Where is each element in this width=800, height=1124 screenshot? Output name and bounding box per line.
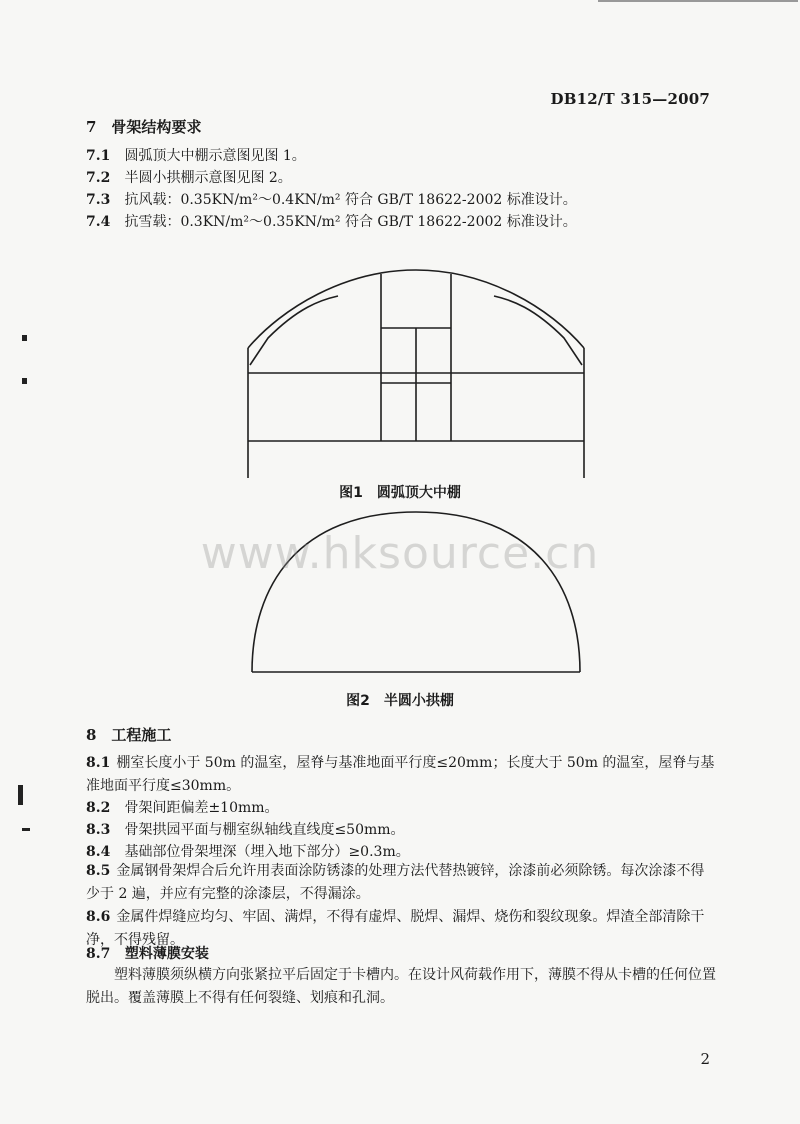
scan-artifact <box>22 828 30 831</box>
clause-number: 7.2 <box>86 170 111 186</box>
clause-8-2 <box>86 798 279 818</box>
clause-text: 半圆小拱棚示意图见图 2。 <box>124 170 292 186</box>
clause-text: 棚室长度小于 50m 的温室，屋脊与基准地面平行度≤20mm；长度大于 50m 的温室，屋脊与基准地面平行度≤30mm。 <box>86 755 715 794</box>
clause-text: 骨架拱园平面与棚室纵轴线直线度≤50mm。 <box>124 822 405 838</box>
scan-artifact <box>18 785 23 805</box>
clause-number: 8.7 <box>86 946 111 962</box>
figure-1-caption: 图1 圆弧顶大中棚 <box>339 485 461 501</box>
clause-8-7 <box>86 944 209 964</box>
scan-artifact <box>22 335 27 341</box>
clause-number: 8.5 <box>86 863 111 879</box>
figure-1-greenhouse-frame <box>248 270 584 478</box>
clause-text: 抗雪载：0.3KN/m²～0.35KN/m² 符合 GB/T 18622-2002 标准设计。 <box>124 214 577 230</box>
section-8-title: 8 工程施工 <box>86 726 172 744</box>
clause-number: 7.3 <box>86 192 111 208</box>
section-7-title: 7 骨架结构要求 <box>86 118 202 136</box>
clause-text: 基础部位骨架埋深（埋入地下部分）≥0.3m。 <box>124 844 410 860</box>
clause-number: 8.6 <box>86 909 111 925</box>
clause-number: 7.1 <box>86 148 111 164</box>
clause-text: 金属钢骨架焊合后允许用表面涂防锈漆的处理方法代替热镀锌，涂漆前必须除锈。每次涂漆不得少于 2 遍，并应有完整的涂漆层，不得漏涂。 <box>86 863 705 902</box>
inner-left-arch <box>250 296 338 365</box>
clause-number: 8.1 <box>86 755 111 771</box>
document-code: DB12/T 315—2007 <box>550 90 710 108</box>
clause-text: 抗风载：0.35KN/m²～0.4KN/m² 符合 GB/T 18622-2002 标准设计。 <box>124 192 577 208</box>
clause-8-3 <box>86 820 405 840</box>
clause-text: 塑料薄膜安装 <box>124 946 209 962</box>
clause-number: 8.4 <box>86 844 111 860</box>
clause-8-1 <box>86 752 716 798</box>
figure-2-caption: 图2 半圆小拱棚 <box>346 693 454 709</box>
clause-number: 8.3 <box>86 822 111 838</box>
scan-artifact <box>22 378 27 384</box>
clause-8-7-paragraph: 塑料薄膜须纵横方向张紧拉平后固定于卡槽内。在设计风荷载作用下，薄膜不得从卡槽的任何位置脱出。覆盖薄膜上不得有任何裂缝、划痕和孔洞。 <box>86 967 716 1006</box>
page-number: 2 <box>700 1050 710 1068</box>
clause-8-5 <box>86 860 716 906</box>
inner-right-arch <box>494 296 582 365</box>
clause-8-4 <box>86 842 410 862</box>
clause-text: 圆弧顶大中棚示意图见图 1。 <box>124 148 306 164</box>
clause-text: 金属件焊缝应均匀、牢固、满焊，不得有虚焊、脱焊、漏焊、烧伤和裂纹现象。焊渣全部清除干净，不得残留。 <box>86 909 705 948</box>
watermark-text: www.hksource.cn <box>200 528 600 579</box>
clause-number: 8.2 <box>86 800 111 816</box>
clause-text: 骨架间距偏差±10mm。 <box>124 800 279 816</box>
clause-number: 7.4 <box>86 214 111 230</box>
scan-artifact <box>598 0 798 2</box>
